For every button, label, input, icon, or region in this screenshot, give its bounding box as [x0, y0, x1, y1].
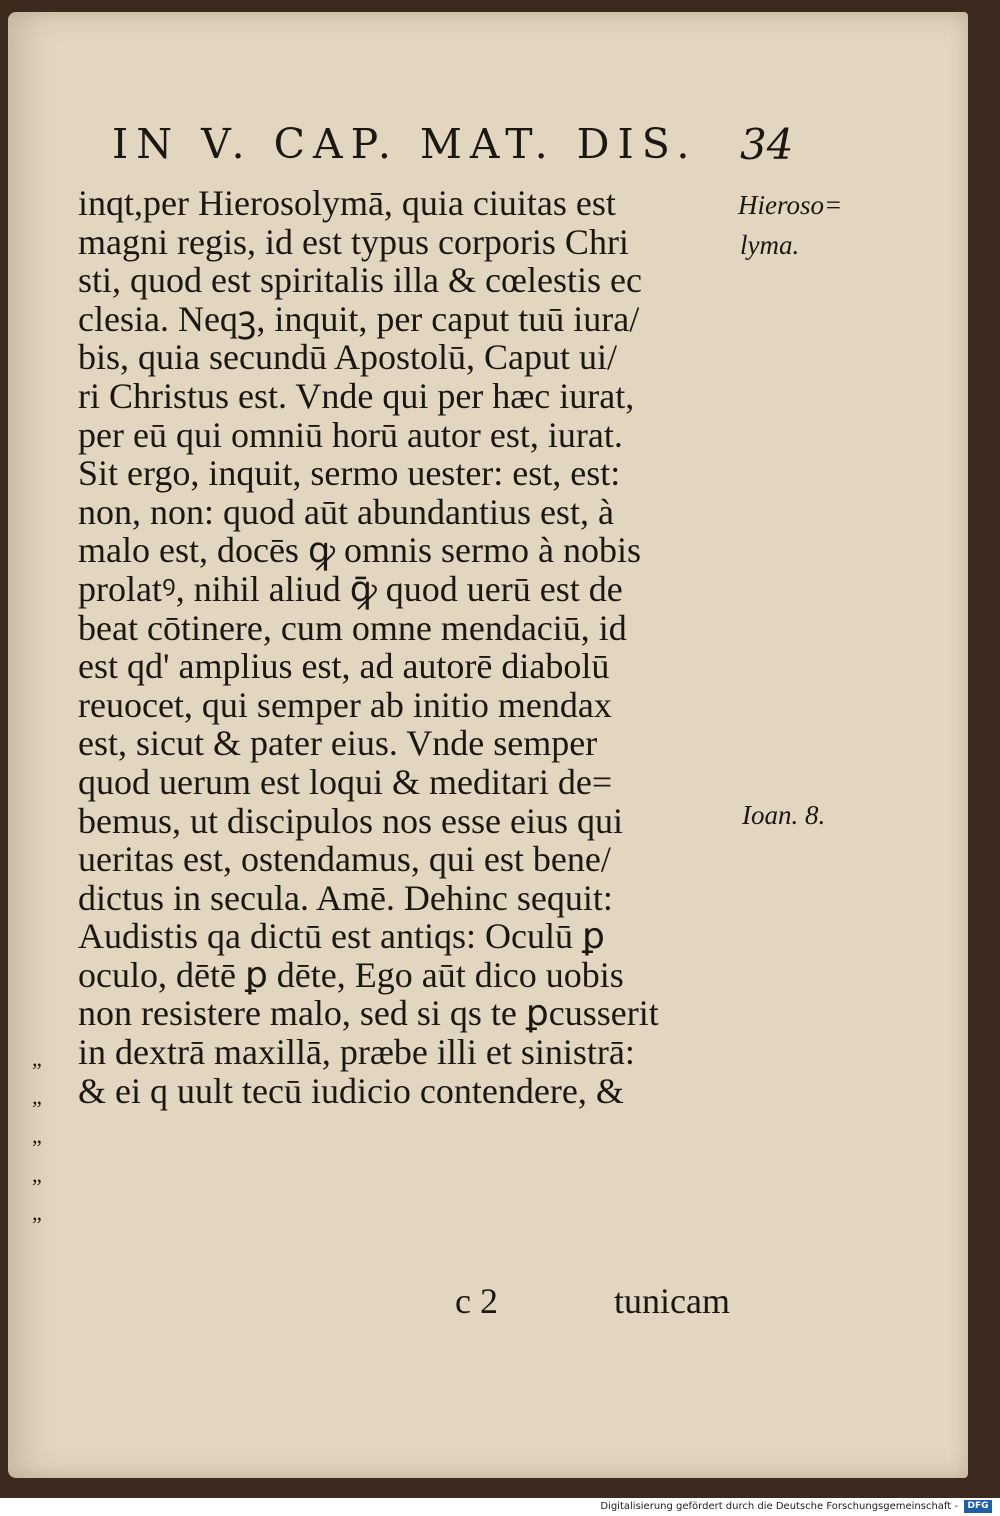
margin-note-hierosolyma-2: lyma.: [740, 230, 800, 260]
text-line: est, sicut & pater eius. Vnde semper: [78, 723, 598, 764]
text-line: dictus in secula. Amē. Dehinc sequit:: [78, 877, 613, 918]
quote-marker: „: [32, 1046, 42, 1071]
quote-marker: „: [32, 1123, 42, 1148]
page-number: 34: [740, 120, 794, 169]
text-line: malo est, docēs ꝙ omnis sermo à nobis: [78, 530, 641, 571]
text-line: inqt,per Hierosolymā, quia ciuitas est: [78, 183, 616, 223]
text-line: Audistis qa dictū est antiqs: Oculū ꝑ: [78, 916, 605, 957]
text-line: bis, quia secundū Apostolū, Caput ui/: [78, 337, 617, 378]
text-line: est qd' amplius est, ad autorē diabolū: [78, 646, 610, 687]
text-line: Sit ergo, inquit, sermo uester: est, est:: [78, 453, 621, 494]
catch-line: [455, 1280, 730, 1320]
text-line: in dextrā maxillā, præbe illi et sinistrā:: [78, 1032, 635, 1073]
text-line: clesia. Neqꝫ, inquit, per caput tuū iura/: [78, 298, 640, 339]
text-line: bemus, ut discipulos nos esse eius qui: [78, 800, 623, 841]
margin-note-hierosolyma-1: Hieroso=: [738, 190, 843, 220]
text-line: sti, quod est spiritalis illa & cœlestis ec: [78, 260, 642, 301]
quote-marker: „: [32, 1200, 42, 1225]
text-line: magni regis, id est typus corporis Chri: [78, 221, 629, 262]
text-line: quod uerum est loqui & meditari de=: [78, 761, 613, 802]
running-head: IN V. CAP. MAT. DIS.: [112, 120, 698, 168]
dfg-logo: DFG: [964, 1500, 992, 1513]
text-line: oculo, dētē ꝑ dēte, Ego aūt dico uobis: [78, 954, 624, 995]
signature-mark: c 2: [455, 1281, 498, 1321]
margin-note-ioan: Ioan. 8.: [742, 800, 826, 830]
text-line: prolatꝰ, nihil aliud ꝙ̄ quod uerū est de: [78, 568, 623, 609]
catchword: tunicam: [614, 1281, 730, 1321]
quote-marker: „: [32, 1084, 42, 1109]
text-line: ueritas est, ostendamus, qui est bene/: [78, 839, 611, 880]
text-line: reuocet, qui semper ab initio mendax: [78, 684, 612, 725]
digitization-credit: Digitalisierung gefördert durch die Deutsche Forschungsgemeinschaft -: [600, 1501, 958, 1512]
text-line: per eū qui omniū horū autor est, iurat.: [78, 414, 623, 455]
text-line: ri Christus est. Vnde qui per hæc iurat,: [78, 375, 635, 416]
quote-marker: „: [32, 1162, 42, 1187]
text-line: beat cōtinere, cum omne mendaciū, id: [78, 607, 627, 648]
text-line: & ei q uult tecū iudicio contendere, &: [78, 1070, 624, 1111]
text-line: non, non: quod aūt abundantius est, à: [78, 491, 614, 532]
body-text: [78, 184, 728, 1110]
text-line: non resistere malo, sed si qs te ꝑcusserit: [78, 993, 659, 1034]
